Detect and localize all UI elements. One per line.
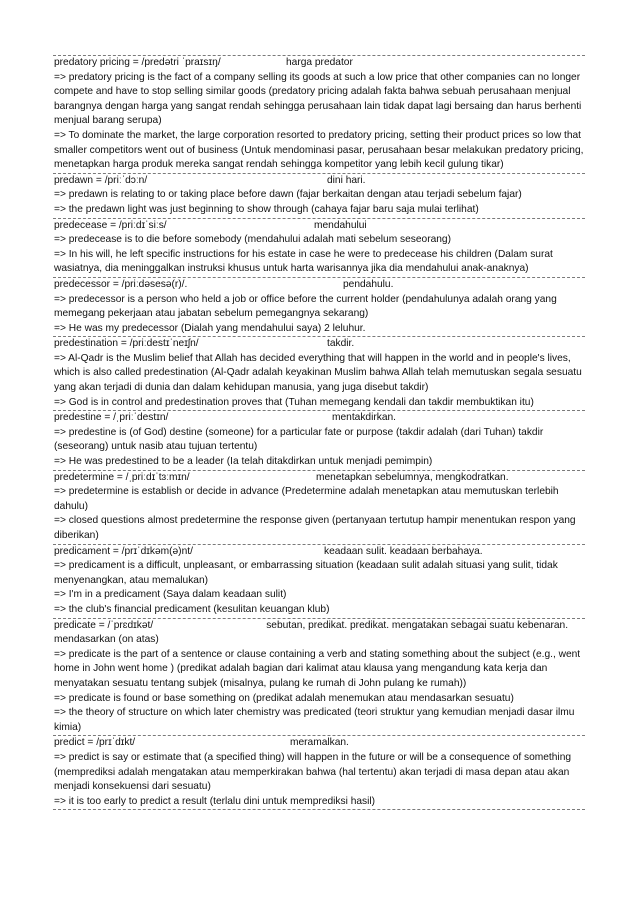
entry-example: => God is in control and predestination proves that (Tuhan memegang kendali dan takdir membuktikan itu) — [54, 396, 534, 408]
entry-headword: predecessor = /priːdəsesə(r)/. — [54, 278, 188, 290]
entry-predestination — [53, 336, 585, 410]
dictionary-page — [53, 55, 585, 810]
entry-definition: => Al-Qadr is the Muslim belief that Allah has decided everything that will happen in the world and in people's lives, which is also called predestination (Al-Qadr adalah keyakinan Muslim bahwa Allah telah memutuskan segala sesuatu yang akan terjadi di dunia dan dalam kehidupan manusia, yang juga disebut takdir) — [54, 352, 582, 394]
entry-example: => the theory of structure on which later chemistry was predicated (teori struktur yang kemudian menjadi dasar ilmu kimia) — [54, 707, 575, 733]
entry-example: => He was predestined to be a leader (Ia telah ditakdirkan untuk menjadi pemimpin) — [54, 456, 433, 468]
entry-example: => the club's financial predicament (kesulitan keuangan klub) — [54, 603, 330, 615]
entry-headline — [54, 619, 584, 648]
entry-headword: predatory pricing = /predətri ˈpraɪsɪŋ/ — [54, 57, 221, 68]
entry-translation: dini hari. — [327, 174, 366, 186]
entry-predestine — [53, 410, 585, 469]
entry-predawn — [53, 173, 585, 218]
entry-headword: predecease = /priːdɪˈsiːs/ — [54, 219, 167, 231]
entry-translation: takdir. — [327, 338, 355, 350]
entry-example: => To dominate the market, the large corporation resorted to predatory pricing, setting their product prices so low that smaller competitors went out of business (Untuk mendominasi pasar, perusahaan besar melakukan predatory pricing, menetapkan harga produk mereka sangat rendah sehingga kompetitor yang lebih kecil gulung tikar) — [54, 129, 584, 171]
entry-example: => I'm in a predicament (Saya dalam keadaan sulit) — [54, 589, 287, 601]
entry-definition: => predict is say or estimate that (a specified thing) will happen in the future or will be a consequence of something (memprediksi adalah mengatakan atau memperkirakan bahwa (hal tertentu) akan terjadi di masa depan atau akan menjadi konsekuensi dari sesuatu) — [54, 751, 572, 793]
entry-example: => In his will, he left specific instructions for his estate in case he were to predecease his children (Dalam surat wasiatnya, dia meninggalkan instruksi khusus untuk harta warisannya jika dia mendahului anak-anaknya) — [54, 248, 553, 275]
entry-translation: mentakdirkan. — [332, 412, 396, 424]
entry-headline — [54, 56, 584, 71]
entry-predetermine — [53, 470, 585, 544]
entry-translation: pendahulu. — [343, 278, 394, 290]
entry-example: => closed questions almost predetermine the response given (pertanyaan tertutup hampir menentukan respon yang diberikan) — [54, 515, 576, 541]
entry-definition: => predatory pricing is the fact of a company selling its goods at such a low price that other companies can no longer compete and have to stop selling similar goods (predatory pricing adalah fakta bahwa sebuah perusahaan menjual barangnya dengan harga yang sangat rendah sehingga perusahaan lain tidak dapat lagi bersaing dan harus berhenti menjual barang serupa) — [54, 71, 582, 127]
entry-predicate — [53, 618, 585, 736]
entry-predicament — [53, 544, 585, 618]
entry-definition: => predicate is found or base something on (predikat adalah menemukan atau mendasarkan sesuatu) — [54, 692, 514, 704]
entry-example: => it is too early to predict a result (terlalu dini untuk memprediksi hasil) — [54, 795, 376, 807]
entry-headword: predestine = /ˌpriːˈdestɪn/ — [54, 412, 169, 424]
entry-headline — [54, 174, 584, 189]
entry-headword: predicate = /ˈprɛdɪkət/ — [54, 619, 154, 631]
entry-example: => He was my predecessor (Dialah yang mendahului saya) 2 leluhur. — [54, 322, 366, 334]
entry-predecease — [53, 218, 585, 277]
entry-definition: => predestine is (of God) destine (someone) for a particular fate or purpose (takdir adalah (dari Tuhan) takdir (seseorang) untuk nasib atau tujuan tertentu) — [54, 426, 544, 453]
entry-headword: predestination = /priːdestɪˈneɪʃn/ — [54, 338, 199, 350]
entry-translation: keadaan sulit. keadaan berbahaya. — [324, 545, 483, 557]
entry-predatory-pricing — [53, 55, 585, 173]
entry-definition: => predetermine is establish or decide in advance (Predetermine adalah menetapkan atau memutuskan terlebih dahulu) — [54, 486, 559, 512]
entry-definition: => predecessor is a person who held a job or office before the current holder (pendahulunya adalah orang yang memegang pekerjaan atau jabatan sebelum pemegangnya sekarang) — [54, 293, 557, 320]
entry-headline — [54, 278, 584, 293]
entry-definition: => predicate is the part of a sentence or clause containing a verb and stating something about the subject (e.g., went home in John went home ) (predikat adalah bagian dari kalimat atau klausa yang mengandung kata kerja dan menyatakan sesuatu tentang subjek (misalnya, pulang ke rumah di John pulang ke rumah)) — [54, 648, 581, 689]
entry-definition: => predawn is relating to or taking place before dawn (fajar berkaitan dengan atau terjadi sebelum fajar) — [54, 189, 522, 201]
entry-headline — [54, 736, 584, 751]
entry-headline — [54, 471, 584, 486]
entry-predict — [53, 735, 585, 810]
entry-predecessor — [53, 277, 585, 336]
entry-example: => the predawn light was just beginning to show through (cahaya fajar baru saja mulai terlihat) — [54, 203, 479, 215]
entry-headline — [54, 337, 584, 352]
entry-translation: mendahului — [314, 219, 367, 231]
entry-translation: meramalkan. — [290, 737, 349, 749]
entry-translation: menetapkan sebelumnya, mengkodratkan. — [316, 471, 509, 483]
entry-headword: predetermine = /ˌpriːdɪˈtɜːmɪn/ — [54, 471, 190, 483]
entry-headline — [54, 545, 584, 560]
entry-headline — [54, 219, 584, 234]
entry-translation: harga predator — [286, 57, 353, 68]
entry-headword: predawn = /priːˈdɔːn/ — [54, 174, 148, 186]
entry-definition: => predecease is to die before somebody (mendahului adalah mati sebelum seseorang) — [54, 234, 451, 246]
entry-headline — [54, 411, 584, 426]
entry-translation: sebutan, predikat. predikat. mengatakan sebagai suatu kebenaran. mendasarkan (on atas) — [54, 619, 569, 646]
entry-definition: => predicament is a difficult, unpleasant, or embarrassing situation (keadaan sulit adalah situasi yang sulit, tidak menyenangkan, atau memalukan) — [54, 560, 558, 586]
entry-headword: predict = /prɪˈdɪkt/ — [54, 737, 136, 749]
entry-headword: predicament = /prɪˈdɪkəm(ə)nt/ — [54, 545, 193, 557]
